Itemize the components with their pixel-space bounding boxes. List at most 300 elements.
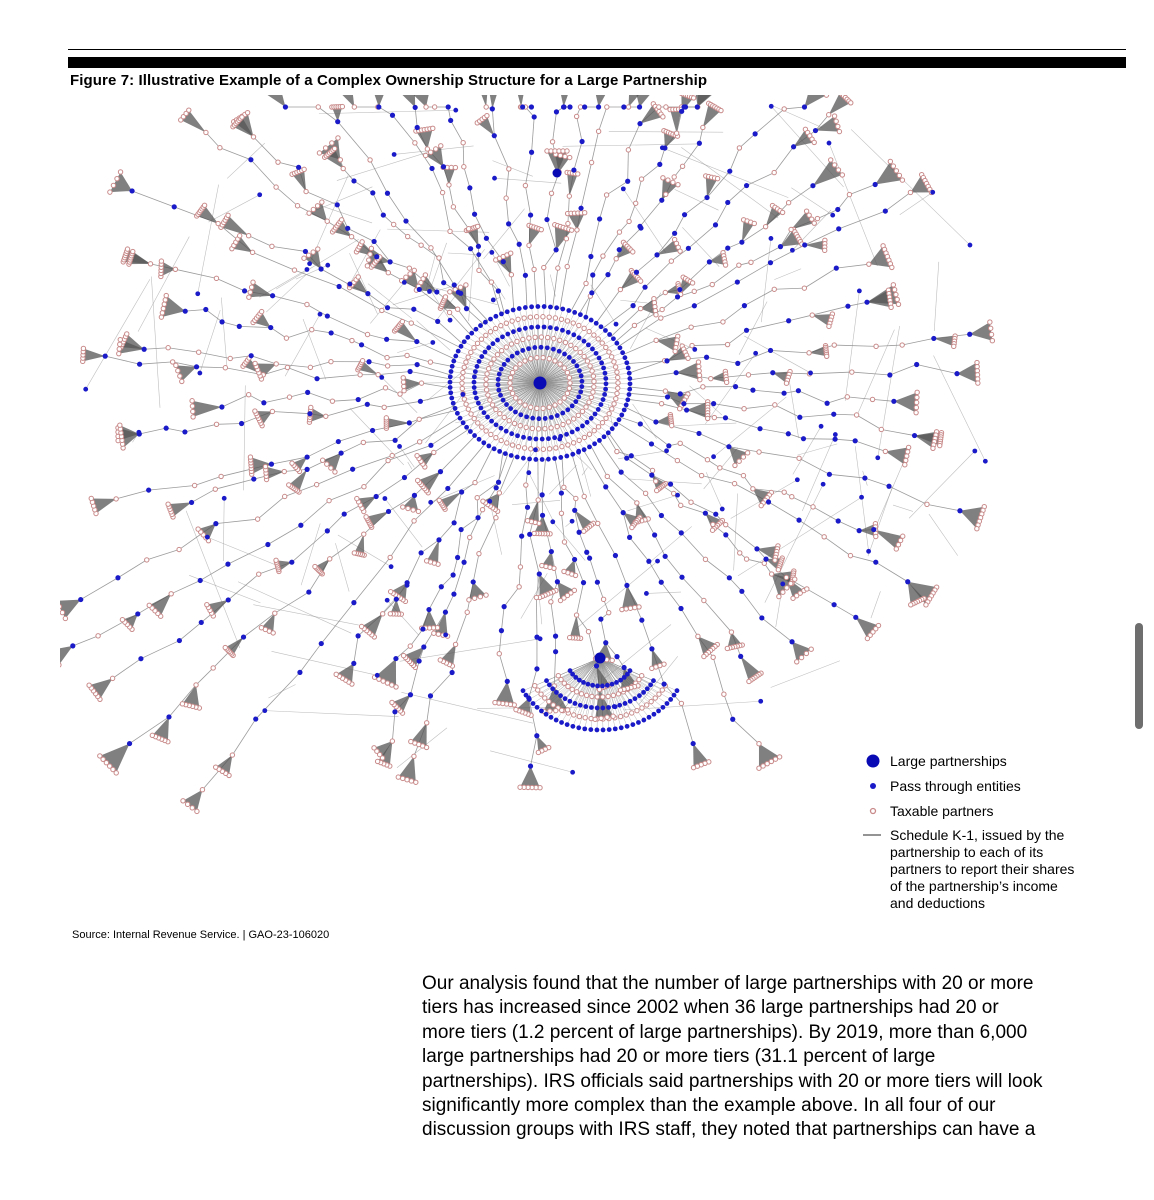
pass-through-node <box>819 424 824 429</box>
pass-through-node <box>618 678 623 683</box>
pass-through-node <box>723 532 728 537</box>
pass-through-node <box>496 388 501 393</box>
taxable-partner-node <box>507 418 511 422</box>
taxable-partner-node <box>333 470 337 474</box>
taxable-partner-node <box>896 543 900 547</box>
taxable-partner-node <box>605 105 609 109</box>
k1-line <box>550 275 555 297</box>
taxable-partner-node <box>406 506 410 510</box>
k1-line <box>603 232 620 256</box>
k1-line <box>338 430 372 441</box>
taxable-partner-node <box>832 163 836 167</box>
k1-fan <box>176 365 197 381</box>
taxable-partner-node <box>536 750 540 754</box>
k1-line <box>871 591 881 618</box>
taxable-partner-node <box>698 378 702 382</box>
pass-through-node <box>393 438 398 443</box>
taxable-partner-node <box>577 714 581 718</box>
taxable-partner-node <box>545 335 549 339</box>
taxable-partner-node <box>251 135 255 139</box>
taxable-partner-node <box>162 302 166 306</box>
taxable-partner-node <box>614 257 618 261</box>
taxable-partner-node <box>529 357 533 361</box>
pass-through-node <box>471 579 476 584</box>
pass-through-node <box>619 413 624 418</box>
taxable-partner-node <box>802 286 806 290</box>
pass-through-node <box>557 349 562 354</box>
pass-through-node <box>600 684 605 689</box>
pass-through-node <box>886 484 891 489</box>
taxable-partner-node <box>600 420 604 424</box>
pass-through-node <box>559 490 564 495</box>
pass-through-node <box>540 437 545 442</box>
taxable-partner-node <box>338 158 342 162</box>
k1-line <box>827 397 847 403</box>
pass-through-node <box>537 571 542 576</box>
taxable-partner-node <box>190 806 194 810</box>
pass-through-node <box>345 226 350 231</box>
pass-through-node <box>453 354 458 359</box>
taxable-partner-node <box>660 688 664 692</box>
taxable-partner-node <box>702 598 706 602</box>
taxable-partner-node <box>612 402 616 406</box>
taxable-partner-node <box>306 253 310 257</box>
pass-through-node <box>305 390 310 395</box>
taxable-partner-node <box>114 497 118 501</box>
k1-line <box>332 400 358 402</box>
taxable-partner-node <box>894 169 898 173</box>
pass-through-node <box>859 495 864 500</box>
pass-through-node <box>655 559 660 564</box>
k1-fan <box>262 95 285 107</box>
taxable-partner-node <box>479 337 483 341</box>
taxable-partner-node <box>440 190 444 194</box>
pass-through-node <box>483 350 488 355</box>
pass-through-node <box>576 725 581 730</box>
taxable-partner-node <box>443 295 447 299</box>
pass-through-node <box>661 705 666 710</box>
pass-through-node <box>428 500 433 505</box>
pass-through-node <box>649 473 654 478</box>
pass-through-node <box>441 164 446 169</box>
k1-line <box>724 694 733 719</box>
pass-through-node <box>802 242 807 247</box>
pass-through-node <box>555 413 560 418</box>
taxable-partner-node <box>191 409 195 413</box>
taxable-partner-node <box>565 149 569 153</box>
pass-through-node <box>730 717 735 722</box>
k1-line <box>434 429 469 452</box>
taxable-partner-node <box>654 479 658 483</box>
pass-through-node <box>562 352 567 357</box>
taxable-partner-node <box>517 585 521 589</box>
taxable-partner-node <box>606 694 610 698</box>
taxable-partner-node <box>504 196 508 200</box>
pass-through-node <box>472 380 477 385</box>
pass-through-node <box>621 510 626 515</box>
pass-through-node <box>130 188 135 193</box>
taxable-partner-node <box>524 425 528 429</box>
taxable-partner-node <box>989 332 993 336</box>
pass-through-node <box>521 688 526 693</box>
taxable-partner-node <box>516 445 520 449</box>
k1-line <box>704 601 732 633</box>
taxable-partner-node <box>702 654 706 658</box>
taxable-partner-node <box>592 428 596 432</box>
k1-line <box>228 544 268 564</box>
taxable-partner-node <box>402 389 406 393</box>
taxable-partner-node <box>719 108 723 112</box>
taxable-partner-node <box>494 407 498 411</box>
pass-through-node <box>551 347 556 352</box>
pass-through-node <box>599 361 604 366</box>
taxable-partner-node <box>686 356 690 360</box>
pass-through-node <box>448 385 453 390</box>
taxable-partner-node <box>626 105 630 109</box>
taxable-partner-node <box>159 259 163 263</box>
pass-through-node <box>183 309 188 314</box>
pass-through-node <box>407 369 412 374</box>
taxable-partner-node <box>836 168 840 172</box>
taxable-partner-node <box>497 491 501 495</box>
taxable-partner-node <box>166 346 170 350</box>
taxable-partner-node <box>657 692 661 696</box>
k1-line <box>792 497 813 507</box>
taxable-partner-node <box>125 247 129 251</box>
taxable-partner-node <box>696 634 700 638</box>
pass-through-node <box>678 391 683 396</box>
taxable-partner-node <box>805 587 809 591</box>
taxable-partner-node <box>247 295 251 299</box>
taxable-partner-node <box>631 250 635 254</box>
taxable-partner-node <box>253 409 257 413</box>
pass-through-node <box>567 104 572 109</box>
header-rule-thick <box>68 57 1126 68</box>
pass-through-node <box>393 656 398 661</box>
k1-line <box>726 535 740 553</box>
pass-through-node <box>625 724 630 729</box>
pass-through-node <box>197 371 202 376</box>
pass-through-node <box>351 661 356 666</box>
taxable-partner-node <box>810 313 814 317</box>
pass-through-node <box>520 348 525 353</box>
k1-line <box>629 393 667 397</box>
pass-through-node <box>381 212 386 217</box>
pass-through-node <box>459 527 464 532</box>
taxable-partner-node <box>486 393 490 397</box>
taxable-partner-node <box>832 114 836 118</box>
taxable-partner-node <box>663 389 667 393</box>
k1-line <box>868 486 893 556</box>
pass-through-node <box>972 449 977 454</box>
pass-through-node <box>472 212 477 217</box>
k1-line <box>449 185 453 207</box>
pass-through-node <box>665 394 670 399</box>
pass-through-node <box>561 104 566 109</box>
pass-through-node <box>967 332 972 337</box>
k1-line <box>729 578 741 591</box>
taxable-partner-node <box>822 535 826 539</box>
k1-line <box>634 310 662 326</box>
taxable-partner-node <box>663 290 667 294</box>
k1-line <box>499 654 507 682</box>
pass-through-node <box>501 398 506 403</box>
k1-line <box>354 557 390 602</box>
taxable-partner-node <box>574 114 578 118</box>
taxable-partner-node <box>757 741 761 745</box>
k1-line <box>440 436 475 472</box>
pass-through-node <box>525 505 530 510</box>
pass-through-node <box>449 396 454 401</box>
taxable-partner-node <box>518 565 522 569</box>
pass-through-node <box>529 150 534 155</box>
taxable-partner-node <box>255 517 259 521</box>
taxable-partner-node <box>405 777 409 781</box>
pass-through-node <box>461 560 466 565</box>
taxable-partner-node <box>259 309 263 313</box>
pass-through-node <box>547 682 552 687</box>
taxable-partner-node <box>676 182 680 186</box>
k1-line <box>579 532 587 552</box>
taxable-partner-node <box>562 396 566 400</box>
pass-through-node <box>597 216 602 221</box>
k1-line <box>681 609 698 637</box>
pass-through-node <box>571 332 576 337</box>
pass-through-node <box>624 456 629 461</box>
k1-line <box>637 255 658 272</box>
taxable-partner-node <box>515 339 519 343</box>
pass-through-node <box>303 249 308 254</box>
pass-through-node <box>675 493 680 498</box>
pass-through-node <box>429 166 434 171</box>
pass-through-node <box>402 280 407 285</box>
k1-line <box>216 519 258 523</box>
taxable-partner-node <box>282 469 286 473</box>
pass-through-node <box>505 309 510 314</box>
taxable-partner-node <box>169 592 173 596</box>
pass-through-node <box>845 304 850 309</box>
taxable-partner-node <box>528 315 532 319</box>
taxable-partner-node <box>118 170 122 174</box>
taxable-partner-node <box>650 468 654 472</box>
k1-line <box>798 391 827 404</box>
taxable-partner-node <box>616 375 620 379</box>
k1-line <box>677 461 701 476</box>
pass-through-node <box>621 104 626 109</box>
taxable-partner-node <box>690 281 694 285</box>
taxable-partner-node <box>595 695 599 699</box>
pass-through-node <box>628 699 633 704</box>
pass-through-node <box>549 715 554 720</box>
k1-line <box>694 282 737 306</box>
taxable-partner-node <box>424 105 428 109</box>
pass-through-node <box>469 331 474 336</box>
pass-through-node <box>603 371 608 376</box>
scrollbar-thumb[interactable] <box>1135 623 1143 729</box>
taxable-partner-node <box>782 490 786 494</box>
taxable-partner-node <box>584 405 588 409</box>
pass-through-node <box>535 304 540 309</box>
taxable-partner-node <box>320 458 324 462</box>
taxable-partner-node <box>628 606 632 610</box>
k1-line <box>688 225 715 248</box>
pass-through-node <box>827 141 832 146</box>
taxable-partner-node <box>564 236 568 240</box>
taxable-partner-node <box>329 466 333 470</box>
pass-through-node <box>347 281 352 286</box>
taxable-partner-node <box>524 483 528 487</box>
pass-through-node <box>548 325 553 330</box>
k1-fan <box>393 95 415 107</box>
taxable-partner-node <box>464 283 468 287</box>
taxable-partner-node <box>223 645 227 649</box>
pass-through-node <box>146 487 151 492</box>
k1-line <box>362 345 388 358</box>
taxable-partner-node <box>504 345 508 349</box>
pass-through-node <box>475 364 480 369</box>
taxable-partner-node <box>525 519 529 523</box>
taxable-partner-node <box>613 365 617 369</box>
pass-through-node <box>630 722 635 727</box>
pass-through-node <box>590 272 595 277</box>
pass-through-node <box>576 394 581 399</box>
k1-line <box>597 582 603 599</box>
k1-line <box>327 514 344 531</box>
taxable-partner-node <box>795 660 799 664</box>
taxable-partner-node <box>191 415 195 419</box>
taxable-partner-node <box>228 356 232 360</box>
k1-line <box>431 423 464 445</box>
pass-through-node <box>539 345 544 350</box>
pass-through-node <box>515 351 520 356</box>
taxable-partner-node <box>131 249 135 253</box>
pass-through-node <box>866 549 871 554</box>
pass-through-node <box>499 628 504 633</box>
k1-line <box>555 458 562 493</box>
k1-line <box>410 629 423 646</box>
pass-through-node <box>492 176 497 181</box>
pass-through-node <box>583 315 588 320</box>
k1-line <box>147 550 179 560</box>
pass-through-node <box>574 364 579 369</box>
taxable-partner-node <box>757 766 761 770</box>
pass-through-node <box>298 523 303 528</box>
taxable-partner-node <box>461 140 465 144</box>
taxable-partner-node <box>556 674 560 678</box>
k1-line <box>852 372 890 375</box>
pass-through-node <box>954 371 959 376</box>
k1-line <box>271 651 377 675</box>
taxable-partner-node <box>549 191 553 195</box>
k1-line <box>692 345 728 346</box>
pass-through-node <box>491 298 496 303</box>
taxable-partner-node <box>679 701 683 705</box>
taxable-partner-node <box>854 413 858 417</box>
taxable-partner-node <box>689 325 693 329</box>
taxable-partner-node <box>178 374 182 378</box>
taxable-partner-node <box>615 370 619 374</box>
pass-through-node <box>578 206 583 211</box>
pass-through-node <box>642 285 647 290</box>
pass-through-node <box>594 663 599 668</box>
k1-line <box>369 362 388 366</box>
pass-through-node <box>417 287 422 292</box>
taxable-partner-node <box>541 447 545 451</box>
k1-line <box>793 426 821 474</box>
taxable-partner-node <box>547 357 551 361</box>
pass-through-node <box>586 682 591 687</box>
taxable-partner-node <box>431 126 435 130</box>
k1-line <box>804 268 836 288</box>
taxable-partner-node <box>747 679 751 683</box>
pass-through-node <box>496 377 501 382</box>
taxable-partner-node <box>533 683 537 687</box>
k1-line <box>713 657 724 694</box>
taxable-partner-node <box>469 350 473 354</box>
k1-line <box>479 518 496 554</box>
pass-through-node <box>633 696 638 701</box>
pass-through-node <box>628 381 633 386</box>
pass-through-node <box>428 693 433 698</box>
taxable-partner-node <box>737 263 741 267</box>
pass-through-node <box>672 231 677 236</box>
taxable-partner-node <box>711 655 715 659</box>
k1-line <box>730 148 740 171</box>
taxable-partner-node <box>571 417 575 421</box>
taxable-partner-node <box>98 754 102 758</box>
taxable-partner-node <box>490 403 494 407</box>
k1-line <box>800 414 834 417</box>
pass-through-node <box>735 279 740 284</box>
pass-through-node <box>503 451 508 456</box>
pass-through-node <box>754 546 759 551</box>
k1-line <box>699 433 729 446</box>
taxable-partner-node <box>285 365 289 369</box>
taxable-partner-node <box>81 346 85 350</box>
taxable-partner-node <box>678 441 682 445</box>
k1-line <box>621 472 645 493</box>
taxable-partner-node <box>412 754 416 758</box>
taxable-partner-node <box>176 369 180 373</box>
k1-line <box>272 246 306 251</box>
pass-through-node <box>703 511 708 516</box>
taxable-partner-node <box>467 598 471 602</box>
pass-through-node <box>796 388 801 393</box>
pass-through-node <box>763 557 768 562</box>
taxable-partner-node <box>915 395 919 399</box>
pass-through-node <box>622 408 627 413</box>
k1-line <box>847 397 872 400</box>
taxable-partner-node <box>518 785 522 789</box>
pass-through-node <box>614 322 619 327</box>
k1-line <box>673 423 736 426</box>
k1-line <box>200 310 220 373</box>
k1-line <box>199 352 231 358</box>
pass-through-node <box>603 328 608 333</box>
taxable-partner-node <box>891 283 895 287</box>
pass-through-node <box>384 337 389 342</box>
pass-through-node <box>448 380 453 385</box>
taxable-partner-node <box>295 204 299 208</box>
k1-line <box>186 511 240 648</box>
taxable-partner-node <box>493 326 497 330</box>
k1-line <box>682 577 704 600</box>
pass-through-node <box>524 414 529 419</box>
pass-through-node <box>394 597 399 602</box>
taxable-partner-node <box>238 234 242 238</box>
pass-through-node <box>451 401 456 406</box>
k1-line <box>185 310 206 312</box>
